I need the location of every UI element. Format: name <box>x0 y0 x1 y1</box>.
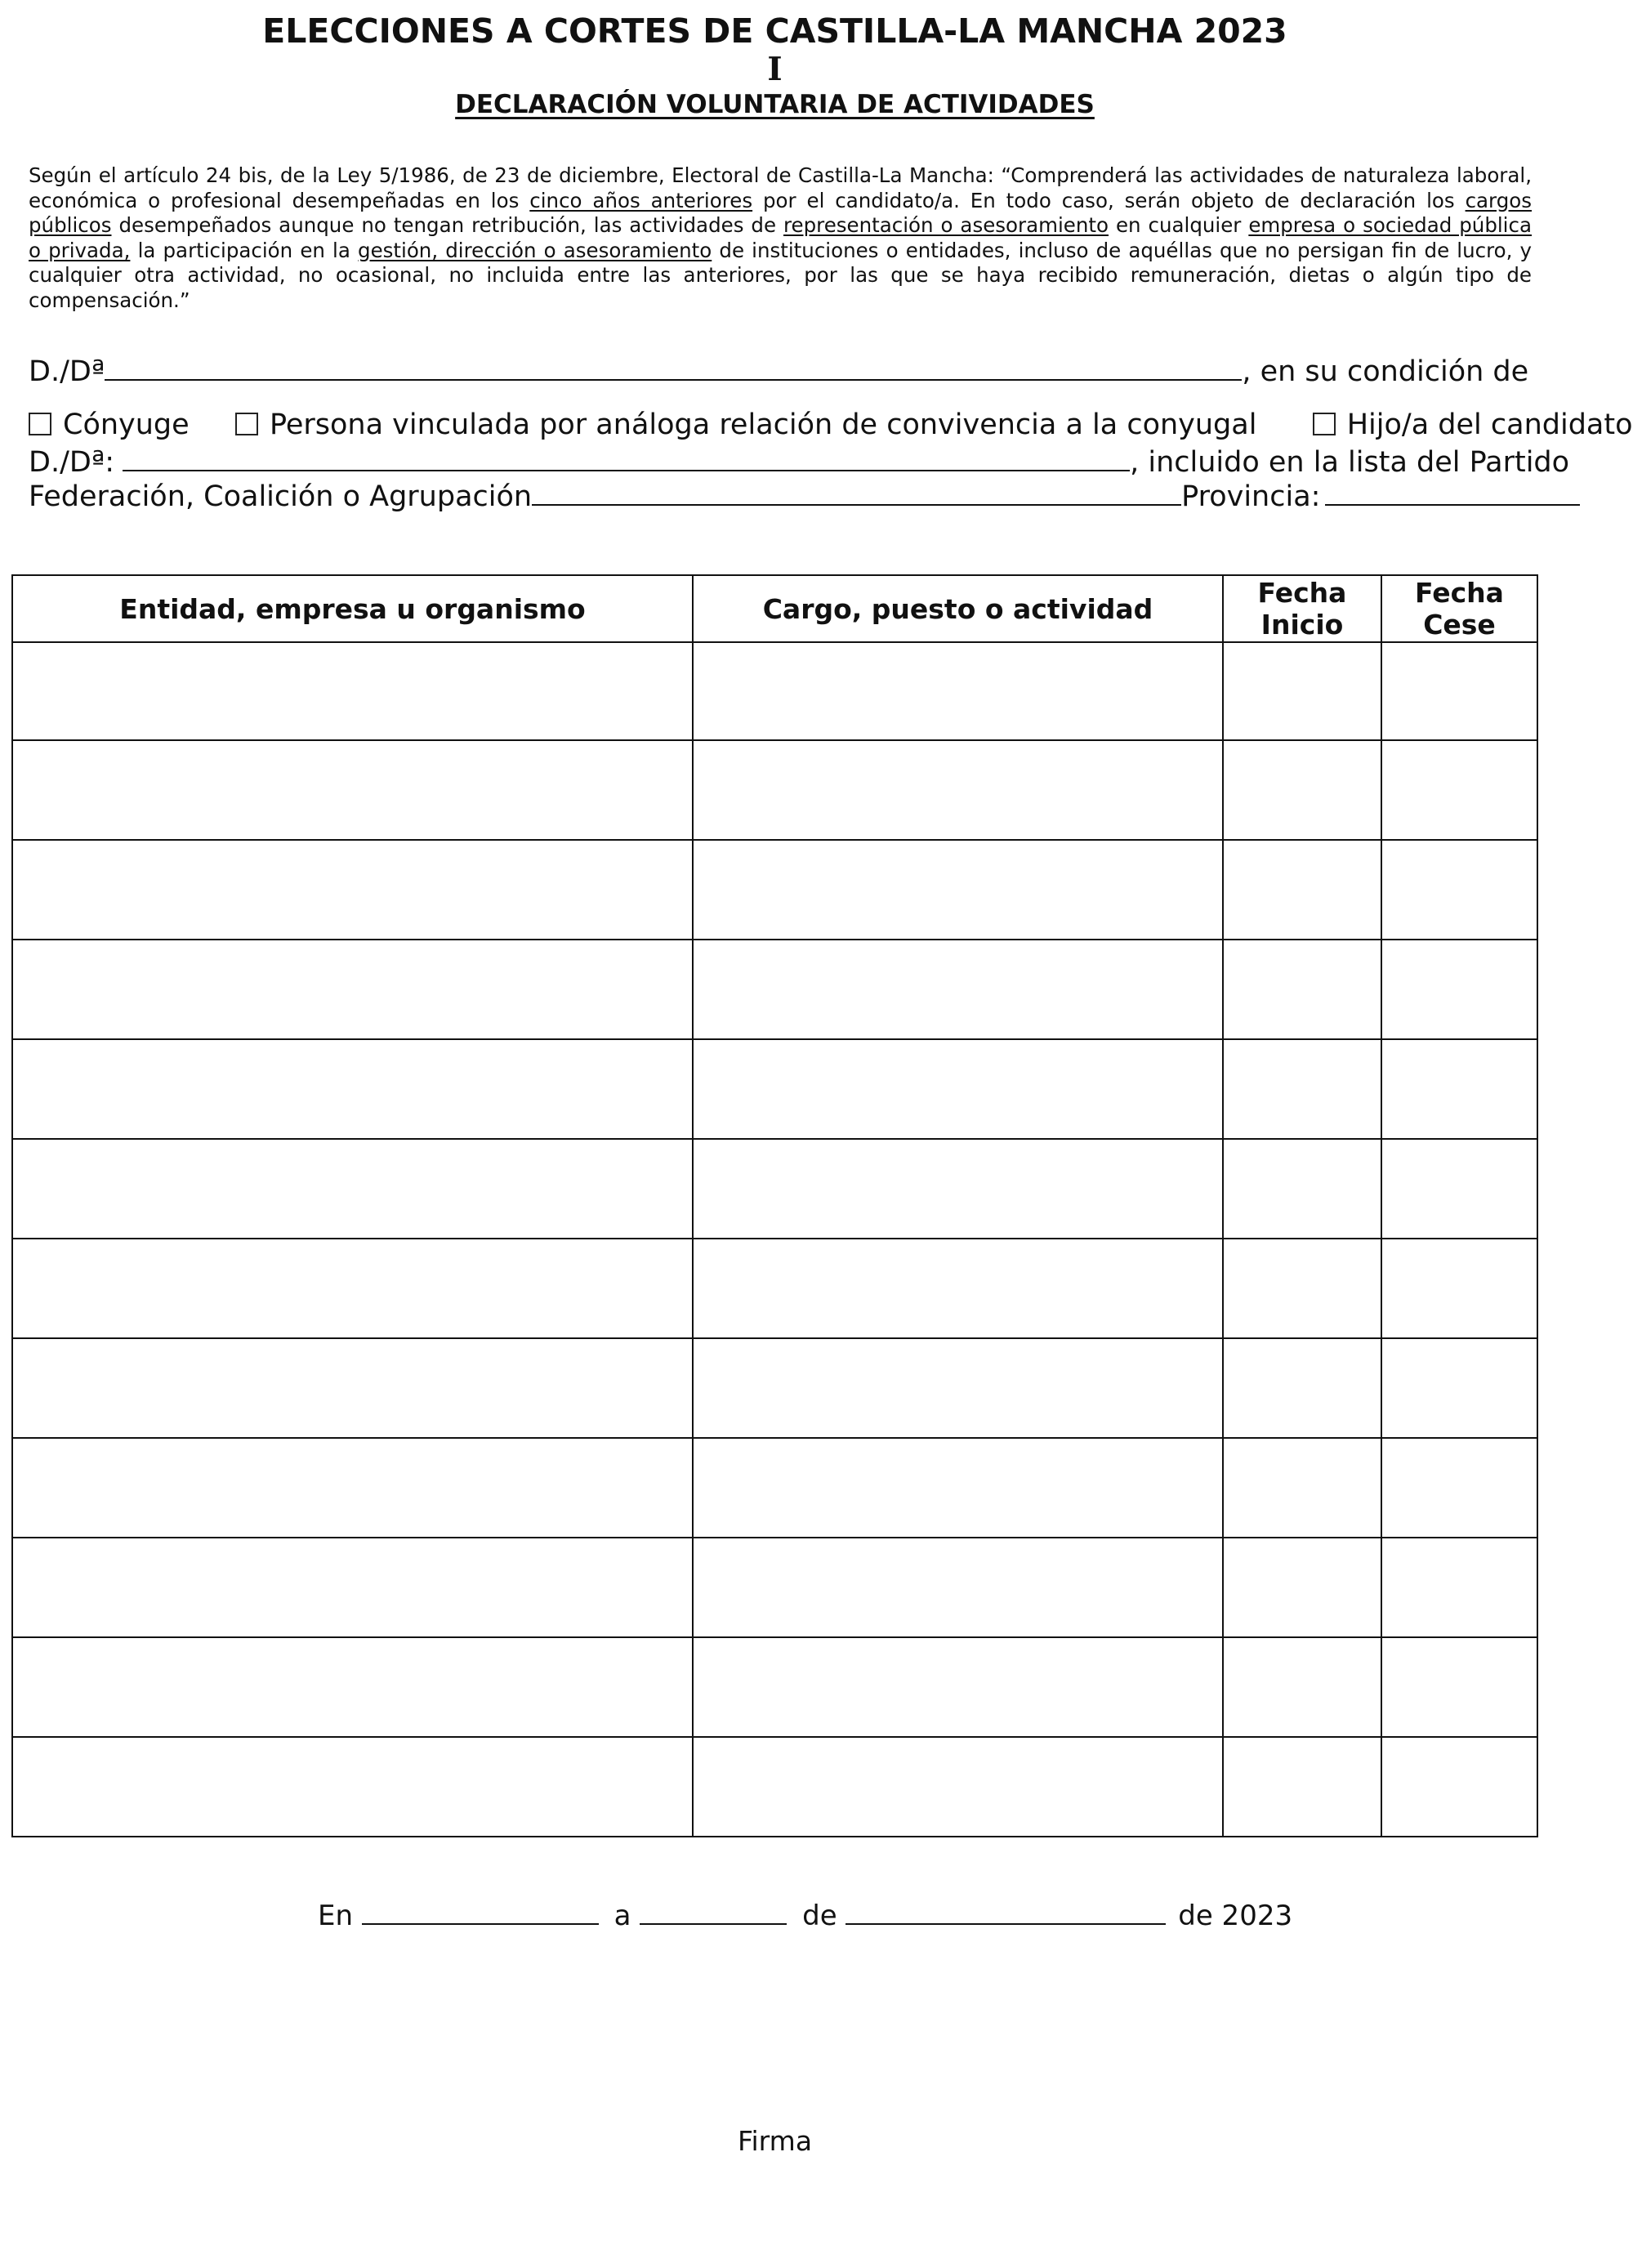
table-row <box>12 1338 1537 1438</box>
table-row <box>12 1637 1537 1737</box>
end-date-cell[interactable] <box>1381 1338 1537 1438</box>
de-label: de <box>802 1900 837 1932</box>
position-cell[interactable] <box>693 1438 1223 1538</box>
start-date-cell[interactable] <box>1223 1737 1381 1837</box>
intro-underlined: gestión, dirección o asesoramiento <box>358 238 712 262</box>
start-date-cell[interactable] <box>1223 840 1381 940</box>
intro-underlined: representación o asesoramiento <box>783 213 1109 237</box>
party-field[interactable] <box>532 481 1181 506</box>
position-cell[interactable] <box>693 1538 1223 1637</box>
table-row <box>12 940 1537 1039</box>
spouse-checkbox[interactable] <box>29 413 51 435</box>
end-date-cell[interactable] <box>1381 642 1537 740</box>
entity-cell[interactable] <box>12 1239 693 1338</box>
entity-cell[interactable] <box>12 840 693 940</box>
partner-label: Persona vinculada por análoga relación de convivencia a la conyugal <box>269 409 1257 441</box>
list-label: , incluido en la lista del Partido <box>1130 446 1570 479</box>
table-row <box>12 840 1537 940</box>
activities-table <box>11 574 1538 1837</box>
province-label: Provincia: <box>1181 480 1321 513</box>
table-header-row <box>12 575 1537 642</box>
start-date-cell[interactable] <box>1223 1438 1381 1538</box>
candidate-name-field[interactable] <box>123 447 1130 471</box>
table-row <box>12 1538 1537 1637</box>
header-position: Cargo, puesto o actividad <box>693 575 1223 642</box>
position-cell[interactable] <box>693 1737 1223 1837</box>
start-date-cell[interactable] <box>1223 1338 1381 1438</box>
child-option[interactable] <box>1313 409 1633 441</box>
position-cell[interactable] <box>693 740 1223 840</box>
child-label: Hijo/a del candidato <box>1346 409 1633 441</box>
party-province-row <box>29 480 1580 513</box>
position-cell[interactable] <box>693 1338 1223 1438</box>
table-row <box>12 1438 1537 1538</box>
dd2-label: D./Dª: <box>29 446 115 479</box>
table-row <box>12 1737 1537 1837</box>
document-subtitle: DECLARACIÓN VOLUNTARIA DE ACTIVIDADES <box>455 90 1095 119</box>
start-date-cell[interactable] <box>1223 1039 1381 1139</box>
intro-text: desempeñados aunque no tengan retribución, las actividades de <box>118 213 777 237</box>
entity-cell[interactable] <box>12 1637 693 1737</box>
start-date-cell[interactable] <box>1223 1139 1381 1239</box>
intro-text: la participación en la <box>137 238 350 262</box>
annex-number: I <box>767 51 783 88</box>
start-date-cell[interactable] <box>1223 940 1381 1039</box>
position-cell[interactable] <box>693 1239 1223 1338</box>
year-label: de 2023 <box>1178 1900 1293 1932</box>
end-date-cell[interactable] <box>1381 1239 1537 1338</box>
candidate-name-row <box>29 446 1569 479</box>
entity-cell[interactable] <box>12 1338 693 1438</box>
place-field[interactable] <box>362 1900 599 1925</box>
position-cell[interactable] <box>693 1139 1223 1239</box>
position-cell[interactable] <box>693 840 1223 940</box>
position-cell[interactable] <box>693 1637 1223 1737</box>
end-date-cell[interactable] <box>1381 1538 1537 1637</box>
entity-cell[interactable] <box>12 1438 693 1538</box>
end-date-cell[interactable] <box>1381 940 1537 1039</box>
legal-intro-paragraph <box>29 163 1532 313</box>
intro-underlined: cinco años anteriores <box>529 188 753 212</box>
spouse-label: Cónyuge <box>63 409 190 441</box>
end-date-cell[interactable] <box>1381 1039 1537 1139</box>
partner-option[interactable] <box>235 409 1256 441</box>
position-cell[interactable] <box>693 1039 1223 1139</box>
end-date-cell[interactable] <box>1381 1438 1537 1538</box>
party-label: Federación, Coalición o Agrupación <box>29 480 533 513</box>
intro-underlined: empresa o sociedad pública o privada, <box>29 213 1532 262</box>
signature-label: Firma <box>737 2125 813 2157</box>
declarant-name-field[interactable] <box>105 356 1242 381</box>
intro-text: en cualquier <box>1115 213 1242 237</box>
header-start-date: Fecha Inicio <box>1223 575 1381 642</box>
entity-cell[interactable] <box>12 1737 693 1837</box>
start-date-cell[interactable] <box>1223 1538 1381 1637</box>
table-row <box>12 740 1537 840</box>
end-date-cell[interactable] <box>1381 1637 1537 1737</box>
intro-underlined: cargos públicos <box>29 188 1533 237</box>
partner-checkbox[interactable] <box>235 413 258 435</box>
document-title: ELECCIONES A CORTES DE CASTILLA-LA MANCHA 2023 <box>262 11 1287 51</box>
intro-text: de instituciones o entidades, incluso de aquéllas que no persigan fin de lucro, y cualquier otra actividad, no ocasional, no incluida entre las anteriores, por las que se haya recibido remuneración, dietas o algún tipo de compensación.” <box>29 238 1533 312</box>
position-cell[interactable] <box>693 642 1223 740</box>
entity-cell[interactable] <box>12 1039 693 1139</box>
entity-cell[interactable] <box>12 940 693 1039</box>
child-checkbox[interactable] <box>1313 413 1336 435</box>
entity-cell[interactable] <box>12 642 693 740</box>
start-date-cell[interactable] <box>1223 1239 1381 1338</box>
dd-label: D./Dª <box>29 355 105 388</box>
start-date-cell[interactable] <box>1223 740 1381 840</box>
entity-cell[interactable] <box>12 740 693 840</box>
place-date-line <box>318 1900 1292 1932</box>
header-end-date: Fecha Cese <box>1381 575 1537 642</box>
table-row <box>12 1139 1537 1239</box>
intro-text: por el candidato/a. En todo caso, serán objeto de declaración los <box>763 188 1455 212</box>
intro-text: Según el artículo 24 bis, de la Ley 5/1986, de 23 de diciembre, Electoral de Castilla-La Mancha: “Comprenderá las actividades de naturaleza laboral, económica o profesional desempeñadas en los <box>29 163 1532 212</box>
condition-label: , en su condición de <box>1242 355 1529 388</box>
spouse-option[interactable] <box>29 409 190 441</box>
position-cell[interactable] <box>693 940 1223 1039</box>
table-row <box>12 1239 1537 1338</box>
month-field[interactable] <box>846 1900 1166 1925</box>
province-field[interactable] <box>1325 481 1580 506</box>
end-date-cell[interactable] <box>1381 740 1537 840</box>
end-date-cell[interactable] <box>1381 1139 1537 1239</box>
end-date-cell[interactable] <box>1381 840 1537 940</box>
header-entity: Entidad, empresa u organismo <box>12 575 693 642</box>
start-date-cell[interactable] <box>1223 642 1381 740</box>
declarant-name-row <box>29 355 1528 388</box>
entity-cell[interactable] <box>12 1538 693 1637</box>
start-date-cell[interactable] <box>1223 1637 1381 1737</box>
end-date-cell[interactable] <box>1381 1737 1537 1837</box>
en-label: En <box>318 1900 354 1932</box>
table-row <box>12 642 1537 740</box>
a-label: a <box>613 1900 631 1932</box>
entity-cell[interactable] <box>12 1139 693 1239</box>
table-row <box>12 1039 1537 1139</box>
relationship-options-row <box>29 409 1633 441</box>
day-field[interactable] <box>640 1900 787 1925</box>
